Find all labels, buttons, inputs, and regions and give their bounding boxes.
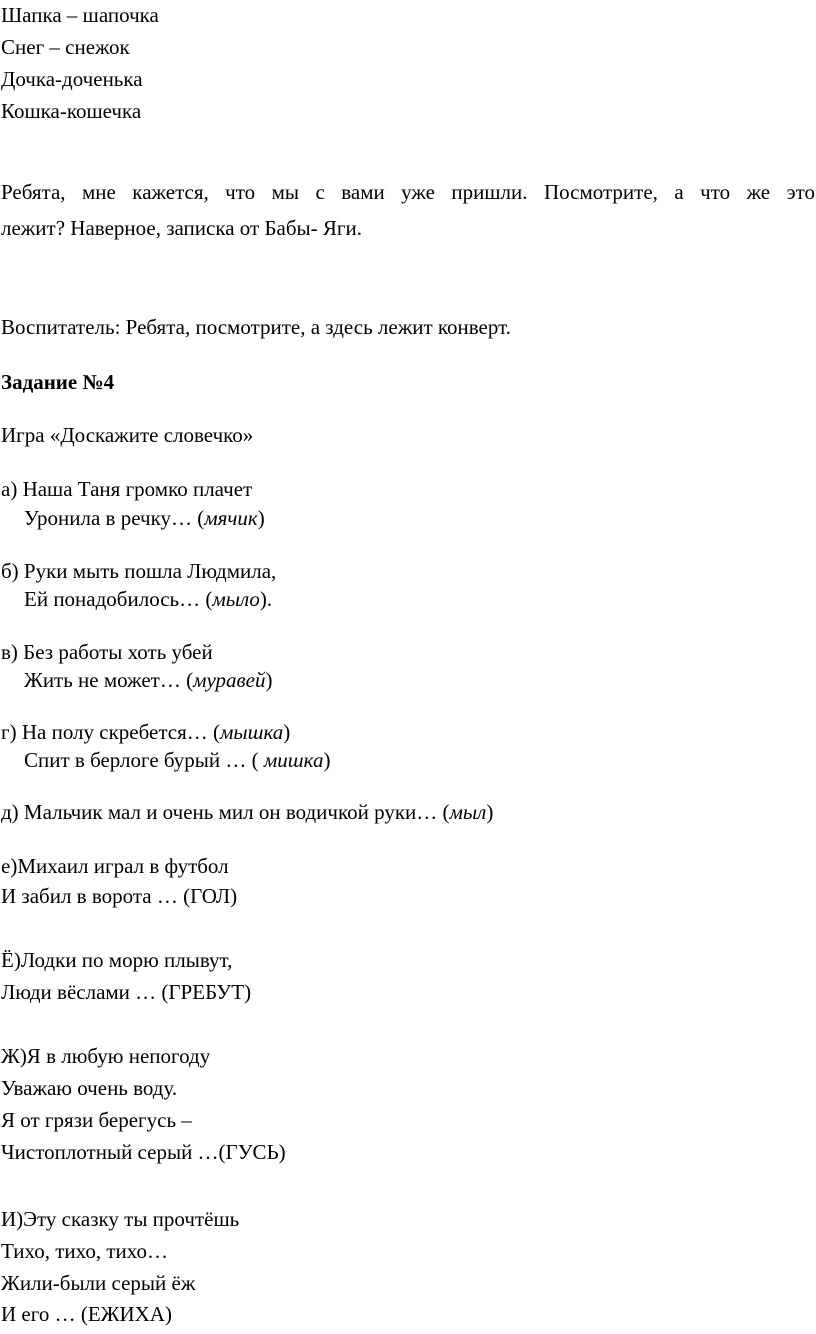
riddle-v-line1: в) Без работы хоть убей	[1, 640, 213, 664]
riddle-i-line2: Тихо, тихо, тихо…	[1, 1239, 168, 1263]
riddle-zh-line4: Чистоплотный серый …(ГУСЬ)	[1, 1140, 286, 1164]
riddle-v-line2: Жить не может… (муравей)	[24, 668, 273, 692]
task-heading: Задание №4	[1, 370, 115, 394]
riddle-g-line2: Спит в берлоге бурый … ( мишка)	[24, 748, 331, 772]
intro-paragraph	[1, 177, 815, 243]
riddle-b-line1: б) Руки мыть пошла Людмила,	[1, 559, 277, 583]
riddle-answer: мишка	[263, 748, 324, 772]
riddle-answer: мыло	[212, 587, 260, 611]
riddle-zh-line2: Уважаю очень воду.	[1, 1076, 178, 1100]
riddle-zh-line1: Ж)Я в любую непогоду	[1, 1044, 211, 1068]
riddle-zh-line3: Я от грязи берегусь –	[1, 1108, 192, 1132]
riddle-answer: муравей	[193, 668, 266, 692]
riddle-e-line1: е)Михаил играл в футбол	[1, 854, 229, 878]
riddle-i-line3: Жили-были серый ёж	[1, 1271, 196, 1295]
intro-line: лежит? Наверное, записка от Бабы- Яги.	[1, 216, 362, 240]
pair-line: Шапка – шапочка	[1, 3, 159, 27]
riddle-answer: мячик	[204, 506, 258, 530]
intro-line: Ребята, мне кажется, что мы с вами уже пришли. Посмотрите, а что же это	[1, 180, 815, 204]
riddle-yo-line2: Люди вёслами … (ГРЕБУТ)	[1, 980, 252, 1004]
pair-line: Снег – снежок	[1, 35, 130, 59]
riddle-i-line1: И)Эту сказку ты прочтёшь	[1, 1207, 240, 1231]
riddle-d-line1: д) Мальчик мал и очень мил он водичкой руки… (мыл)	[1, 800, 494, 824]
riddle-i-line4: И его … (ЕЖИХА)	[1, 1302, 172, 1326]
riddle-answer: мышка	[220, 720, 284, 744]
riddle-a-line1: а) Наша Таня громко плачет	[1, 477, 253, 501]
riddle-a-line2: Уронила в речку… (мячик)	[24, 506, 265, 530]
riddle-yo-line1: Ё)Лодки по морю плывут,	[1, 948, 233, 972]
game-title: Игра «Доскажите словечко»	[1, 423, 254, 447]
riddle-answer: мыл	[449, 800, 487, 824]
teacher-line: Воспитатель: Ребята, посмотрите, а здесь лежит конверт.	[1, 315, 511, 339]
riddle-g-line1: г) На полу скребется… (мышка)	[1, 720, 291, 744]
pair-line: Кошка-кошечка	[1, 99, 142, 123]
riddle-b-line2: Ей понадобилось… (мыло).	[24, 587, 273, 611]
pair-line: Дочка-доченька	[1, 67, 143, 91]
riddle-e-line2: И забил в ворота … (ГОЛ)	[1, 884, 238, 908]
